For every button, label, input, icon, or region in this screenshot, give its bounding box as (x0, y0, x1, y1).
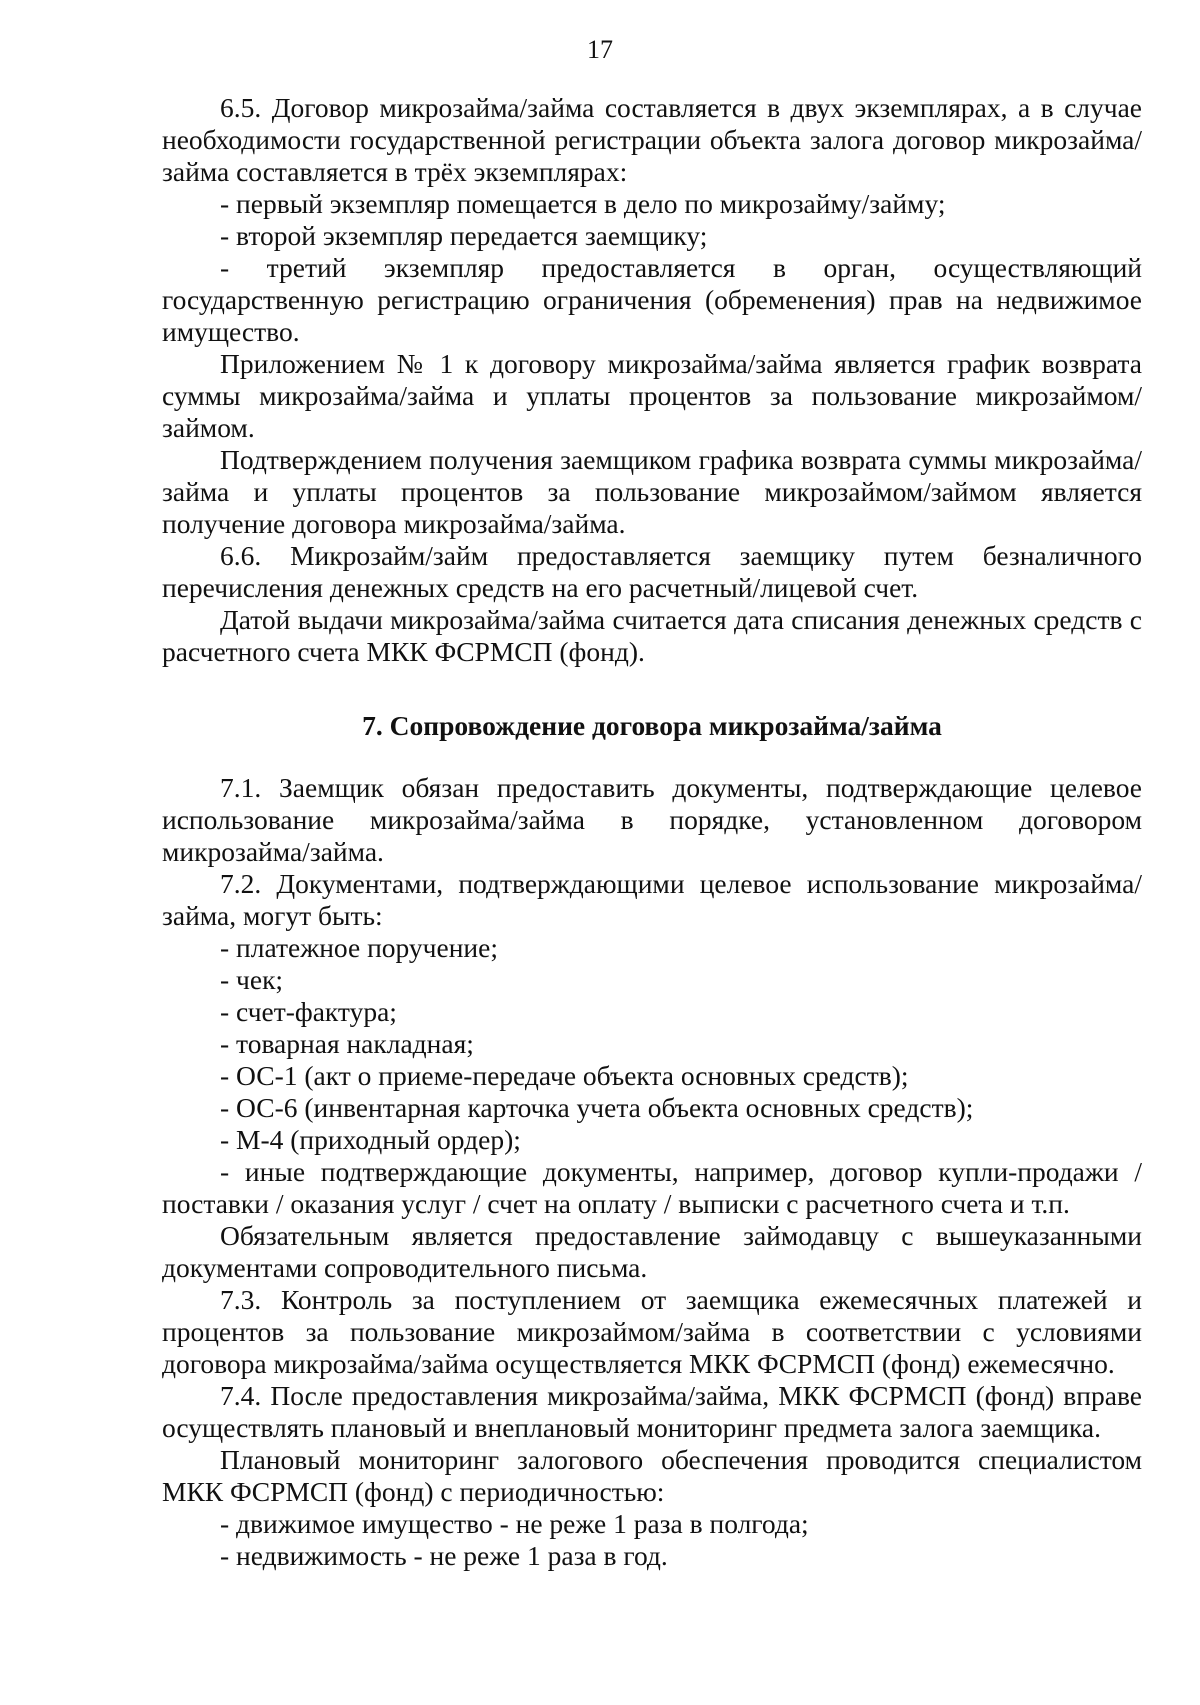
clause-6-6: 6.6. Микрозайм/займ предоставляется заемщику путем безналичного перечисления денежных средств на его расчетный/лицевой счет. (162, 540, 1142, 603)
clause-6-5: 6.5. Договор микрозайма/займа составляется в двух экземплярах, а в случае необходимости государственной регистрации объекта залога договор микрозайма/займа составляется в трёх экземплярах: (162, 92, 1142, 187)
list-item: - недвижимость - не реже 1 раза в год. (220, 1540, 668, 1571)
page-number: 17 (587, 35, 613, 64)
list-item: - счет-фактура; (220, 996, 397, 1027)
paragraph-monitoring: Плановый мониторинг залогового обеспечения проводится специалистом МКК ФСРМСП (фонд) с периодичностью: (162, 1444, 1142, 1507)
list-item: - платежное поручение; (220, 932, 498, 963)
paragraph-confirmation: Подтверждением получения заемщиком графика возврата суммы микрозайма/займа и уплаты процентов за пользование микрозаймом/займом является получение договора микрозайма/займа. (162, 444, 1142, 539)
clause-7-4: 7.4. После предоставления микрозайма/займа, МКК ФСРМСП (фонд) вправе осуществлять плановый и внеплановый мониторинг предмета залога заемщика. (162, 1380, 1142, 1443)
list-item: - иные подтверждающие документы, например, договор купли-продажи / поставки / оказания услуг / счет на оплату / выписки с расчетного счета и т.п. (162, 1156, 1142, 1219)
paragraph-appendix: Приложением № 1 к договору микрозайма/займа является график возврата суммы микрозайма/займа и уплаты процентов за пользование микрозаймом/займом. (162, 348, 1142, 443)
clause-7-2: 7.2. Документами, подтверждающими целевое использование микрозайма/займа, могут быть: (162, 868, 1142, 931)
list-item: - М-4 (приходный ордер); (220, 1124, 521, 1155)
list-item: - движимое имущество - не реже 1 раза в полгода; (220, 1508, 809, 1539)
paragraph-issue-date: Датой выдачи микрозайма/займа считается дата списания денежных средств с расчетного счета МКК ФСРМСП (фонд). (162, 604, 1142, 667)
list-item: - ОС-6 (инвентарная карточка учета объекта основных средств); (220, 1092, 974, 1123)
list-item: - чек; (220, 964, 284, 995)
list-item: - первый экземпляр помещается в дело по микрозайму/займу; (220, 188, 946, 219)
list-item: - ОС-1 (акт о приеме-передаче объекта основных средств); (220, 1060, 909, 1091)
list-item: - товарная накладная; (220, 1028, 474, 1059)
paragraph-cover-letter: Обязательным является предоставление займодавцу с вышеуказанными документами сопроводительного письма. (162, 1220, 1142, 1283)
list-item: - третий экземпляр предоставляется в орган, осуществляющий государственную регистрацию ограничения (обременения) прав на недвижимое имущество. (162, 252, 1142, 347)
page-content (162, 92, 1142, 1572)
clause-7-3: 7.3. Контроль за поступлением от заемщика ежемесячных платежей и процентов за пользование микрозаймом/займа в соответствии с условиями договора микрозайма/займа осуществляется МКК ФСРМСП (фонд) ежемесячно. (162, 1284, 1142, 1379)
clause-7-1: 7.1. Заемщик обязан предоставить документы, подтверждающие целевое использование микрозайма/займа в порядке, установленном договором микрозайма/займа. (162, 772, 1142, 867)
list-item: - второй экземпляр передается заемщику; (220, 220, 708, 251)
section-heading: 7. Сопровождение договора микрозайма/займа (362, 710, 942, 741)
